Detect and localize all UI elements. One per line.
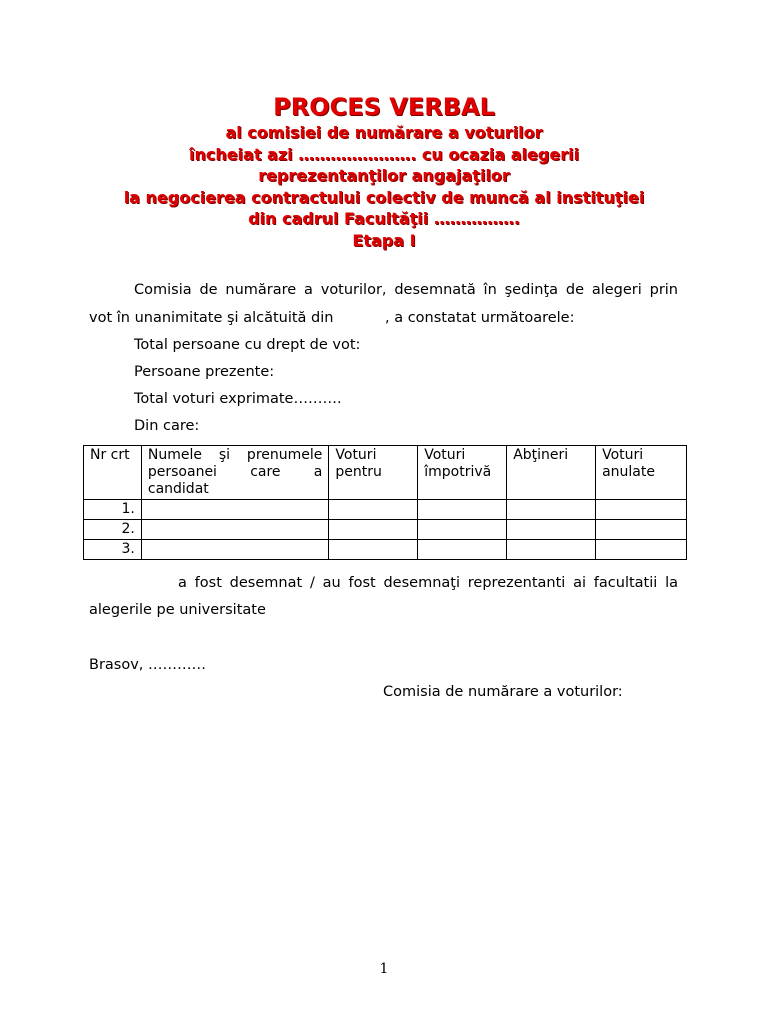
title-line-representatives: reprezentanţilor angajaţilor xyxy=(258,166,510,185)
place-date: Brasov, ………… xyxy=(89,657,207,673)
candidate-name-cell xyxy=(141,500,329,520)
title-line-commission: al comisiei de numărare a voturilor xyxy=(225,123,543,142)
intro-paragraph-line2-end: , a constatat următoarele: xyxy=(385,310,575,326)
header-annulled-votes: Voturi anulate xyxy=(596,446,687,500)
header-votes-against: Voturi împotrivă xyxy=(418,446,507,500)
abstentions-cell xyxy=(507,500,596,520)
annulled-votes-cell xyxy=(596,520,687,540)
votes-for-cell xyxy=(329,520,418,540)
table-row xyxy=(84,500,687,520)
page-number: 1 xyxy=(379,961,389,977)
intro-paragraph-line1: Comisia de numărare a voturilor, desemnată în şedinţa de alegeri prin xyxy=(134,282,678,298)
header-nr-crt: Nr crt xyxy=(84,446,142,500)
vote-results-table xyxy=(83,445,687,560)
title-line-negotiation: la negocierea contractului colectiv de muncă al instituţiei xyxy=(123,187,645,207)
title-line-faculty: din cadrul Facultăţii ……………. xyxy=(248,209,520,228)
votes-for-cell xyxy=(329,540,418,560)
votes-against-cell xyxy=(418,500,507,520)
candidate-name-cell xyxy=(141,540,329,560)
table-header-row xyxy=(84,446,687,500)
row-number: 2. xyxy=(84,520,142,540)
annulled-votes-cell xyxy=(596,540,687,560)
votes-for-cell xyxy=(329,500,418,520)
header-candidate-name: Numele şi prenumele persoanei care a candidat xyxy=(141,446,329,500)
commission-signature-label: Comisia de numărare a voturilor: xyxy=(383,684,623,700)
abstentions-cell xyxy=(507,520,596,540)
header-votes-for: Voturi pentru xyxy=(329,446,418,500)
table-row xyxy=(84,540,687,560)
conclusion-line1: a fost desemnat / au fost desemnaţi reprezentanti ai facultatii la xyxy=(178,575,678,591)
table-row xyxy=(84,520,687,540)
row-number: 3. xyxy=(84,540,142,560)
votes-against-cell xyxy=(418,540,507,560)
abstentions-cell xyxy=(507,540,596,560)
conclusion-line2: alegerile pe universitate xyxy=(89,602,266,618)
document-title-block xyxy=(0,92,768,251)
annulled-votes-cell xyxy=(596,500,687,520)
candidate-name-cell xyxy=(141,520,329,540)
total-eligible-voters-label: Total persoane cu drept de vot: xyxy=(134,337,361,353)
document-title: PROCES VERBAL xyxy=(273,93,495,121)
of-which-label: Din care: xyxy=(134,418,200,434)
row-number: 1. xyxy=(84,500,142,520)
votes-against-cell xyxy=(418,520,507,540)
header-abstentions: Abţineri xyxy=(507,446,596,500)
total-votes-cast-label: Total voturi exprimate………. xyxy=(134,391,342,407)
title-line-stage: Etapa I xyxy=(352,230,416,250)
title-line-concluded: încheiat azi …………………. cu ocazia alegerii xyxy=(188,144,580,164)
present-persons-label: Persoane prezente: xyxy=(134,364,275,380)
intro-paragraph-line2-start: vot în unanimitate şi alcătuită din xyxy=(89,310,334,326)
